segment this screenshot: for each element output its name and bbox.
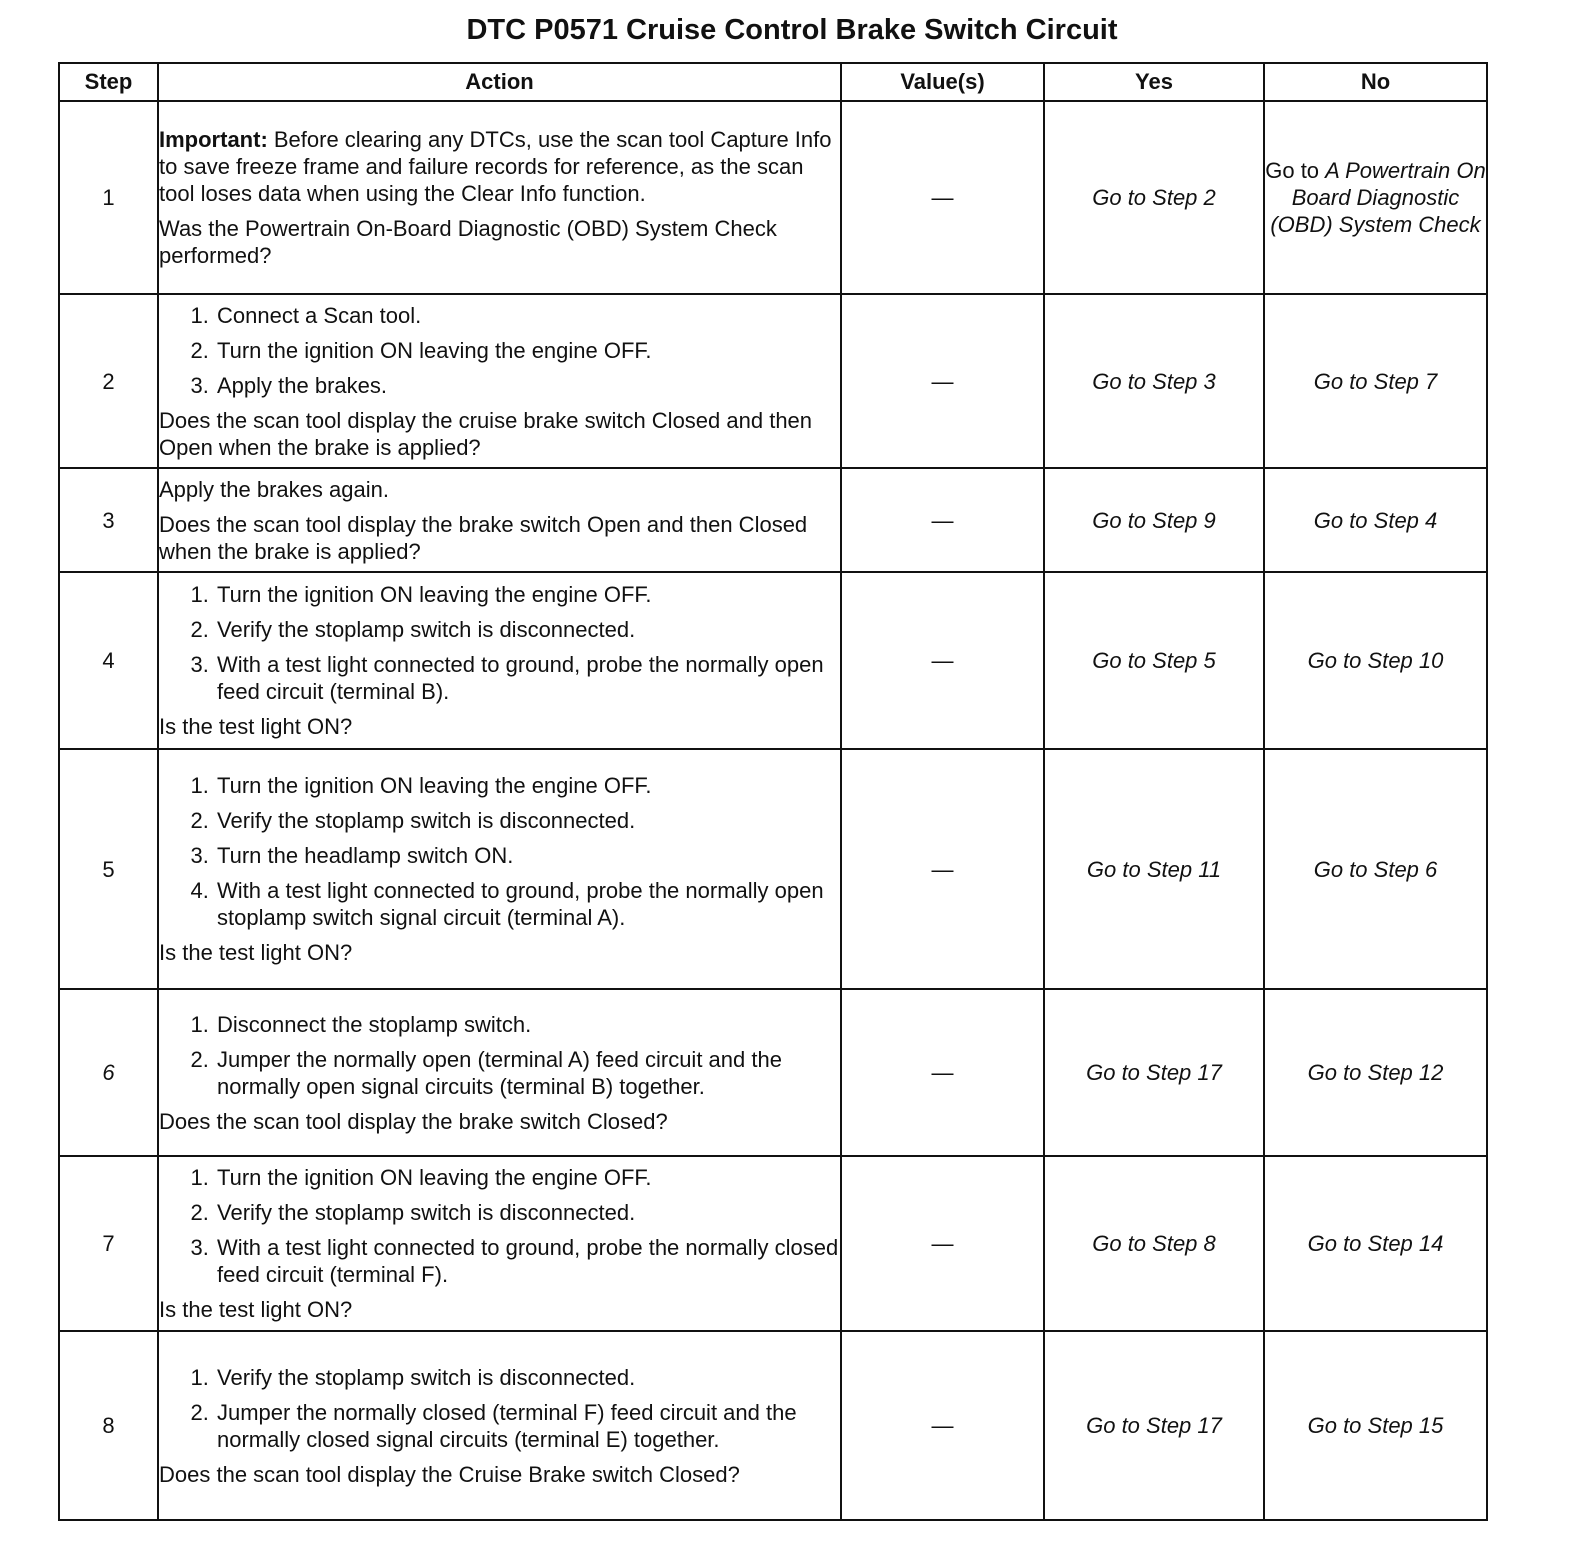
important-label: Important: bbox=[159, 127, 268, 152]
action-cell bbox=[158, 572, 841, 749]
value-cell: — bbox=[841, 572, 1044, 749]
header-action: Action bbox=[158, 63, 841, 101]
action-item: 2. Verify the stoplamp switch is disconnected. bbox=[215, 616, 840, 643]
important-text: Before clearing any DTCs, use the scan tool Capture Info to save freeze frame and failure records for reference, as the scan tool loses data when using the Clear Info function. bbox=[159, 127, 832, 206]
step-number: 3 bbox=[59, 468, 158, 572]
yes-cell: Go to Step 17 bbox=[1044, 1331, 1264, 1520]
header-no: No bbox=[1264, 63, 1487, 101]
value-cell: — bbox=[841, 101, 1044, 294]
header-row bbox=[59, 63, 1487, 101]
table-row bbox=[59, 294, 1487, 468]
yes-cell: Go to Step 8 bbox=[1044, 1156, 1264, 1331]
action-question: Was the Powertrain On-Board Diagnostic (OBD) System Check performed? bbox=[159, 216, 777, 268]
diagnostic-table bbox=[58, 62, 1488, 1521]
action-intro: Apply the brakes again. bbox=[159, 476, 389, 502]
action-steps bbox=[159, 1164, 840, 1288]
yes-cell: Go to Step 3 bbox=[1044, 294, 1264, 468]
action-steps bbox=[159, 302, 840, 399]
no-cell: Go to Step 4 bbox=[1264, 468, 1487, 572]
value-cell: — bbox=[841, 749, 1044, 989]
yes-cell: Go to Step 2 bbox=[1044, 101, 1264, 294]
action-question: Does the scan tool display the Cruise Brake switch Closed? bbox=[159, 1461, 740, 1487]
action-item: 2. Verify the stoplamp switch is disconnected. bbox=[215, 807, 840, 834]
value-cell: — bbox=[841, 294, 1044, 468]
no-prefix: Go to bbox=[1265, 158, 1326, 183]
action-item: 3. Apply the brakes. bbox=[215, 372, 840, 399]
action-item: 3. Turn the headlamp switch ON. bbox=[215, 842, 840, 869]
table-row bbox=[59, 1156, 1487, 1331]
table-row bbox=[59, 101, 1487, 294]
yes-cell: Go to Step 17 bbox=[1044, 989, 1264, 1156]
step-number: 8 bbox=[59, 1331, 158, 1520]
header-yes: Yes bbox=[1044, 63, 1264, 101]
action-item: 2. Turn the ignition ON leaving the engine OFF. bbox=[215, 337, 840, 364]
action-question: Is the test light ON? bbox=[159, 1297, 353, 1322]
action-steps bbox=[159, 581, 840, 705]
table-row bbox=[59, 989, 1487, 1156]
table-row bbox=[59, 468, 1487, 572]
action-item: 1. Turn the ignition ON leaving the engine OFF. bbox=[215, 1164, 840, 1191]
action-item: 2. Jumper the normally open (terminal A) feed circuit and the normally open signal circuits (terminal B) together. bbox=[215, 1046, 840, 1100]
no-cell: Go to Step 12 bbox=[1264, 989, 1487, 1156]
action-question: Is the test light ON? bbox=[159, 940, 353, 965]
action-cell bbox=[158, 468, 841, 572]
yes-cell: Go to Step 9 bbox=[1044, 468, 1264, 572]
step-number: 7 bbox=[59, 1156, 158, 1331]
action-cell bbox=[158, 101, 841, 294]
action-item: 1. Turn the ignition ON leaving the engine OFF. bbox=[215, 581, 840, 608]
action-item: 1. Disconnect the stoplamp switch. bbox=[215, 1011, 840, 1038]
action-cell bbox=[158, 1331, 841, 1520]
step-number: 1 bbox=[59, 101, 158, 294]
table-row bbox=[59, 1331, 1487, 1520]
value-cell: — bbox=[841, 468, 1044, 572]
value-cell: — bbox=[841, 1331, 1044, 1520]
action-steps bbox=[159, 772, 840, 931]
action-item: 3. With a test light connected to ground, probe the normally closed feed circuit (terminal F). bbox=[215, 1234, 840, 1288]
header-values: Value(s) bbox=[841, 63, 1044, 101]
action-cell bbox=[158, 294, 841, 468]
action-steps bbox=[159, 1364, 840, 1453]
step-number: 5 bbox=[59, 749, 158, 989]
action-item: 2. Jumper the normally closed (terminal F) feed circuit and the normally closed signal circuits (terminal E) together. bbox=[215, 1399, 840, 1453]
no-cell bbox=[1264, 101, 1487, 294]
table-row bbox=[59, 572, 1487, 749]
yes-cell: Go to Step 11 bbox=[1044, 749, 1264, 989]
important-note bbox=[159, 126, 840, 207]
no-reference: A Powertrain On Board Diagnostic (OBD) System Check bbox=[1270, 158, 1486, 237]
action-item: 3. With a test light connected to ground, probe the normally open feed circuit (terminal B). bbox=[215, 651, 840, 705]
action-cell bbox=[158, 749, 841, 989]
step-number: 2 bbox=[59, 294, 158, 468]
table-row bbox=[59, 749, 1487, 989]
action-question: Does the scan tool display the cruise brake switch Closed and then Open when the brake is applied? bbox=[159, 407, 813, 460]
no-cell: Go to Step 6 bbox=[1264, 749, 1487, 989]
header-step: Step bbox=[59, 63, 158, 101]
value-cell: — bbox=[841, 989, 1044, 1156]
action-cell bbox=[158, 989, 841, 1156]
action-steps bbox=[159, 1011, 840, 1100]
action-item: 1. Verify the stoplamp switch is disconnected. bbox=[215, 1364, 840, 1391]
page-title: DTC P0571 Cruise Control Brake Switch Circuit bbox=[466, 14, 1118, 46]
action-item: 1. Turn the ignition ON leaving the engine OFF. bbox=[215, 772, 840, 799]
value-cell: — bbox=[841, 1156, 1044, 1331]
no-cell: Go to Step 10 bbox=[1264, 572, 1487, 749]
action-item: 4. With a test light connected to ground, probe the normally open stoplamp switch signal circuit (terminal A). bbox=[215, 877, 840, 931]
no-cell: Go to Step 7 bbox=[1264, 294, 1487, 468]
action-question: Does the scan tool display the brake switch Open and then Closed when the brake is applied? bbox=[159, 511, 808, 564]
step-number: 6 bbox=[59, 989, 158, 1156]
no-cell: Go to Step 15 bbox=[1264, 1331, 1487, 1520]
no-cell: Go to Step 14 bbox=[1264, 1156, 1487, 1331]
action-question: Does the scan tool display the brake switch Closed? bbox=[159, 1108, 668, 1134]
action-item: 2. Verify the stoplamp switch is disconnected. bbox=[215, 1199, 840, 1226]
action-item: 1. Connect a Scan tool. bbox=[215, 302, 840, 329]
step-number: 4 bbox=[59, 572, 158, 749]
action-question: Is the test light ON? bbox=[159, 714, 353, 739]
yes-cell: Go to Step 5 bbox=[1044, 572, 1264, 749]
action-cell bbox=[158, 1156, 841, 1331]
